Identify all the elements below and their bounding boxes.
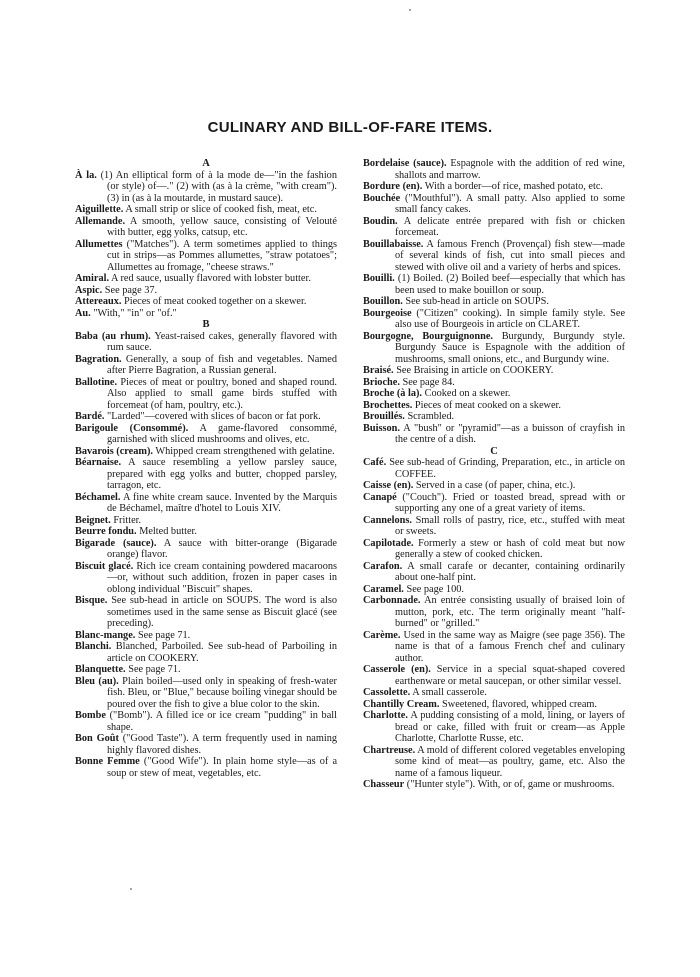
glossary-entry	[75, 756, 337, 779]
entry-headword: Bordure (en).	[363, 181, 423, 192]
entry-headword: Boudin.	[363, 215, 398, 227]
entry-definition: Pieces of meat cooked together on a skewer.	[124, 296, 307, 307]
glossary-entry	[363, 561, 625, 584]
entry-headword: Bourgogne, Bourguignonne.	[363, 330, 493, 342]
glossary-entry	[75, 273, 337, 285]
entry-definition: A sauce with bitter-orange (Bigarade orange) flavor.	[107, 537, 337, 560]
entry-headword: Bourgeoise	[363, 307, 412, 319]
glossary-entry	[363, 273, 625, 296]
glossary-entry	[363, 308, 625, 331]
entry-definition: Plain boiled—used only in speaking of fresh-water fish. Bleu, or "Blue," because boiling vinegar should be poured over the fish to give a blue color to the skin.	[107, 675, 337, 710]
entry-headword: À la.	[75, 169, 97, 181]
glossary-entry	[75, 216, 337, 239]
glossary-entry	[75, 733, 337, 756]
entry-headword: Brioche.	[363, 376, 400, 388]
glossary-entry	[75, 595, 337, 630]
entry-definition: Yeast-raised cakes, generally flavored with rum sauce.	[107, 330, 337, 353]
entry-definition: With a border—of rice, mashed potato, etc.	[424, 181, 603, 192]
entry-headword: Carafon.	[363, 560, 403, 572]
glossary-entry	[363, 296, 625, 308]
entry-headword: Caisse (en).	[363, 480, 414, 491]
entry-headword: Canapé	[363, 491, 397, 503]
glossary-entry	[75, 641, 337, 664]
entry-headword: Au.	[75, 307, 91, 319]
entry-definition: Used in the same way as Maigre (see page 356). The name is that of a famous French chef and culinary author.	[395, 629, 626, 664]
entry-headword: Capilotade.	[363, 537, 414, 549]
entry-headword: Bonne Femme	[75, 756, 140, 767]
entry-definition: ("Citizen" cooking). In simple family style. See also use of Bourgeois in article on CLARET.	[395, 307, 626, 330]
entry-definition: A "bush" or "pyramid"—as a buisson of crayfish in the centre of a dish.	[395, 422, 625, 445]
entry-definition: See page 84.	[402, 376, 455, 388]
entry-headword: Braisé.	[363, 365, 394, 376]
entry-definition: Whipped cream strengthened with gelatine.	[155, 445, 335, 457]
entry-headword: Blanchi.	[75, 641, 112, 652]
glossary-entry	[75, 296, 337, 308]
entry-headword: Aspic.	[75, 284, 103, 296]
glossary-entry	[75, 377, 337, 412]
entry-headword: Bordelaise (sauce).	[363, 158, 447, 169]
entry-definition: A delicate entrée prepared with fish or chicken forcemeat.	[395, 215, 625, 238]
glossary-entry	[363, 710, 625, 745]
glossary-entry	[363, 515, 625, 538]
entry-definition: See sub-head of Grinding, Preparation, etc., in article on COFFEE.	[389, 457, 625, 480]
entry-headword: Bouilli.	[363, 273, 395, 284]
glossary-entry	[363, 480, 625, 492]
glossary-entry	[363, 595, 625, 630]
entry-definition: ("Hunter style"). With, or of, game or mushrooms.	[406, 779, 615, 790]
entry-headword: Chantilly Cream.	[363, 698, 440, 710]
glossary-entry	[363, 664, 625, 687]
page-title: CULINARY AND BILL-OF-FARE ITEMS.	[207, 119, 493, 136]
entry-headword: Bon Goût	[75, 733, 119, 744]
glossary-entry	[75, 630, 337, 642]
entry-headword: Beignet.	[75, 514, 111, 526]
entry-definition: "Larded"—covered with slices of bacon or fat pork.	[107, 411, 321, 422]
glossary-entry	[363, 377, 625, 389]
glossary-entry	[75, 285, 337, 297]
glossary-entry	[75, 411, 337, 423]
entry-definition: Burgundy, Burgundy style. Burgundy Sauce is Espagnole with the addition of mushrooms, small onions, etc., and Burgundy wine.	[395, 330, 625, 365]
entry-headword: Attereaux.	[75, 296, 122, 307]
entry-headword: Amiral.	[75, 273, 110, 284]
speck	[130, 888, 132, 890]
entry-headword: Chartreuse.	[363, 744, 416, 756]
entry-definition: See page 37.	[104, 284, 158, 296]
entry-definition: Scrambled.	[407, 411, 455, 422]
entry-headword: Baba (au rhum).	[75, 330, 151, 342]
entry-headword: Bleu (au).	[75, 675, 119, 687]
glossary-entry	[363, 492, 625, 515]
entry-definition: ("Good Wife"). In plain home style—as of a soup or stew of meat, vegetables, etc.	[107, 756, 338, 779]
glossary-entry	[363, 687, 625, 699]
entry-headword: Bisque.	[75, 595, 108, 606]
entry-definition: Small rolls of pastry, rice, etc., stuffed with meat or sweets.	[395, 514, 626, 537]
glossary-entry	[363, 699, 625, 711]
glossary-entry	[75, 526, 337, 538]
entry-definition: Served in a case (of paper, china, etc.).	[415, 480, 576, 491]
entry-headword: Cannelons.	[363, 514, 412, 526]
glossary-entry	[363, 584, 625, 596]
glossary-entry	[75, 354, 337, 377]
entry-headword: Béchamel.	[75, 491, 121, 503]
glossary-entry	[363, 158, 625, 181]
entry-headword: Bouchée	[363, 192, 401, 204]
glossary-entry	[75, 664, 337, 676]
glossary-entry	[363, 630, 625, 665]
entry-headword: Ballotine.	[75, 376, 118, 388]
entry-definition: A sauce resembling a yellow parsley sauce, prepared with egg yolks and butter, chopped parsley, tarragon, etc.	[107, 457, 337, 491]
entry-headword: Carbonnade.	[363, 595, 421, 606]
glossary-entry	[75, 515, 337, 527]
entry-headword: Blanquette.	[75, 664, 126, 675]
entry-definition: A fine white cream sauce. Invented by the Marquis de Béchamel, maître d'hotel to Louis XIV.	[107, 491, 337, 514]
glossary-entry	[75, 239, 337, 274]
entry-definition: ("Couch"). Fried or toasted bread, spread with or supporting any one of a great variety of items.	[395, 491, 625, 514]
entry-definition: ("Bomb"). A filled ice or ice cream "pudding" in ball shape.	[107, 710, 337, 733]
entry-headword: Brouillés.	[363, 411, 405, 422]
glossary-entry	[75, 492, 337, 515]
entry-headword: Allemande.	[75, 215, 126, 227]
entry-definition: See sub-head in article on SOUPS. The word is also sometimes used in the same sense as Biscuit glacé (see preceding).	[107, 595, 337, 629]
entry-headword: Bouillon.	[363, 296, 403, 307]
glossary-entry	[363, 423, 625, 446]
entry-definition: A small casserole.	[412, 687, 487, 698]
glossary-entry	[75, 710, 337, 733]
entry-definition: A red sauce, usually flavored with lobster butter.	[111, 273, 311, 284]
entry-definition: See sub-head in article on SOUPS.	[405, 296, 549, 307]
entry-headword: Beurre fondu.	[75, 526, 137, 537]
entry-definition: See Braising in article on COOKERY.	[396, 365, 554, 376]
entry-definition: Formerly a stew or hash of cold meat but now generally a stew of cooked chicken.	[395, 537, 626, 560]
entry-headword: Cassolette.	[363, 687, 411, 698]
left-column	[75, 158, 337, 779]
entry-definition: A pudding consisting of a mold, lining, or layers of bread or cake, filled with fruit or cream—as Apple Charlotte, Charlotte Russe, etc.	[395, 710, 625, 744]
entry-headword: Béarnaise.	[75, 457, 122, 468]
entry-definition: See page 100.	[406, 583, 464, 595]
entry-definition: Pieces of meat cooked on a skewer.	[414, 399, 561, 411]
glossary-entry	[75, 538, 337, 561]
entry-headword: Blanc-mange.	[75, 629, 136, 641]
entry-definition: Generally, a soup of fish and vegetables. Named after Pierre Bagration, a Russian general.	[107, 353, 337, 376]
entry-definition: (1) An elliptical form of à la mode de—"in the fashion (or style) of—." (2) with (as à la crème, "with cream"). (3) in (as à la moutarde, in mustard sauce).	[100, 169, 337, 204]
entry-definition: Melted butter.	[139, 526, 197, 537]
entry-definition: A smooth, yellow sauce, consisting of Velouté with butter, egg yolks, catsup, etc.	[107, 215, 337, 238]
glossary-entry	[363, 400, 625, 412]
glossary-entry	[363, 365, 625, 377]
entry-definition: "With," "in" or "of."	[93, 307, 177, 319]
entry-definition: An entrée consisting usually of braised loin of mutton, pork, etc. The term originally meant "half-burned" or "grilled."	[395, 595, 625, 629]
glossary-entry	[75, 446, 337, 458]
entry-definition: Espagnole with the addition of red wine, shallots and marrow.	[395, 158, 625, 181]
entry-definition: A mold of different colored vegetables enveloping some kind of meat—as poultry, game, etc. Also the name of a famous liqueur.	[395, 744, 625, 779]
glossary-entry	[75, 423, 337, 446]
section-letter: A	[202, 158, 210, 169]
glossary-entry	[363, 181, 625, 193]
glossary-entry	[363, 193, 625, 216]
entry-headword: Bagration.	[75, 353, 122, 365]
entry-definition: Service in a special squat-shaped covered earthenware or metal saucepan, or other similar vessel.	[395, 664, 625, 687]
entry-headword: Bavarois (cream).	[75, 445, 153, 457]
speck	[409, 9, 411, 11]
glossary-entry	[75, 170, 337, 205]
entry-headword: Bardé.	[75, 411, 105, 422]
right-column	[363, 158, 625, 791]
glossary-entry	[363, 388, 625, 400]
entry-definition: ("Mouthful"). A small patty. Also applied to some small fancy cakes.	[395, 192, 626, 215]
section-letter: B	[202, 319, 210, 330]
entry-headword: Café.	[363, 457, 387, 468]
glossary-entry	[363, 745, 625, 780]
entry-definition: Sweetened, flavored, whipped cream.	[442, 698, 598, 710]
entry-definition: Blanched, Parboiled. See sub-head of Parboiling in article on COOKERY.	[107, 641, 338, 664]
entry-headword: Casserole (en).	[363, 664, 431, 675]
entry-headword: Biscuit glacé.	[75, 560, 134, 572]
entry-headword: Bombe	[75, 710, 106, 721]
glossary-entry	[363, 538, 625, 561]
glossary-entry	[75, 457, 337, 492]
glossary-entry	[363, 779, 625, 791]
entry-headword: Bouillabaisse.	[363, 238, 424, 250]
glossary-entry	[75, 204, 337, 216]
entry-headword: Buisson.	[363, 422, 400, 434]
entry-definition: ("Matches"). A term sometimes applied to things cut in strips—as Pommes allumettes, "straw potatoes"; Allumettes au fromage, "cheese straws."	[107, 238, 338, 273]
glossary-entry	[75, 561, 337, 596]
glossary-entry	[363, 331, 625, 366]
entry-definition: Cooked on a skewer.	[424, 388, 511, 399]
entry-headword: Broche (à la).	[363, 388, 423, 399]
entry-definition: Rich ice cream containing powdered macaroons—or, without such addition, frozen in paper cases in oblong individual "Biscuit" shapes.	[107, 560, 337, 595]
glossary-entry	[75, 676, 337, 711]
entry-definition: A small carafe or decanter, containing ordinarily about one-half pint.	[395, 560, 625, 583]
entry-headword: Aiguillette.	[75, 204, 124, 215]
glossary-entry	[363, 457, 625, 480]
entry-headword: Brochettes.	[363, 399, 413, 411]
entry-definition: Pieces of meat or poultry, boned and shaped round. Also applied to small game birds stuffed with forcemeat (of ham, poultry, etc.).	[107, 376, 338, 411]
entry-headword: Caramel.	[363, 583, 404, 595]
entry-headword: Carème.	[363, 629, 401, 641]
entry-definition: See page 71.	[137, 629, 191, 641]
glossary-entry	[363, 239, 625, 274]
entry-definition: (1) Boiled. (2) Boiled beef—especially that which has been used to make bouillon or soup.	[395, 273, 625, 296]
entry-headword: Allumettes	[75, 238, 123, 250]
entry-headword: Bigarade (sauce).	[75, 537, 157, 549]
glossary-entry	[75, 331, 337, 354]
entry-definition: A small strip or slice of cooked fish, meat, etc.	[125, 204, 317, 215]
entry-definition: See page 71.	[128, 664, 181, 675]
entry-headword: Charlotte.	[363, 710, 408, 721]
entry-definition: Fritter.	[113, 514, 142, 526]
section-letter: C	[490, 445, 498, 457]
entry-definition: ("Good Taste"). A term frequently used in naming highly flavored dishes.	[107, 733, 337, 756]
glossary-entry	[75, 308, 337, 320]
glossary-entry	[363, 411, 625, 423]
entry-headword: Chasseur	[363, 779, 405, 790]
glossary-entry	[363, 216, 625, 239]
entry-definition: A famous French (Provençal) fish stew—made of several kinds of fish, cut into small pieces and stewed with olive oil and a variety of herbs and spices.	[395, 238, 625, 273]
entry-headword: Barigoule (Consommé).	[75, 422, 189, 434]
entry-definition: A game-flavored consommé, garnished with sliced mushrooms and olives, etc.	[107, 422, 337, 445]
